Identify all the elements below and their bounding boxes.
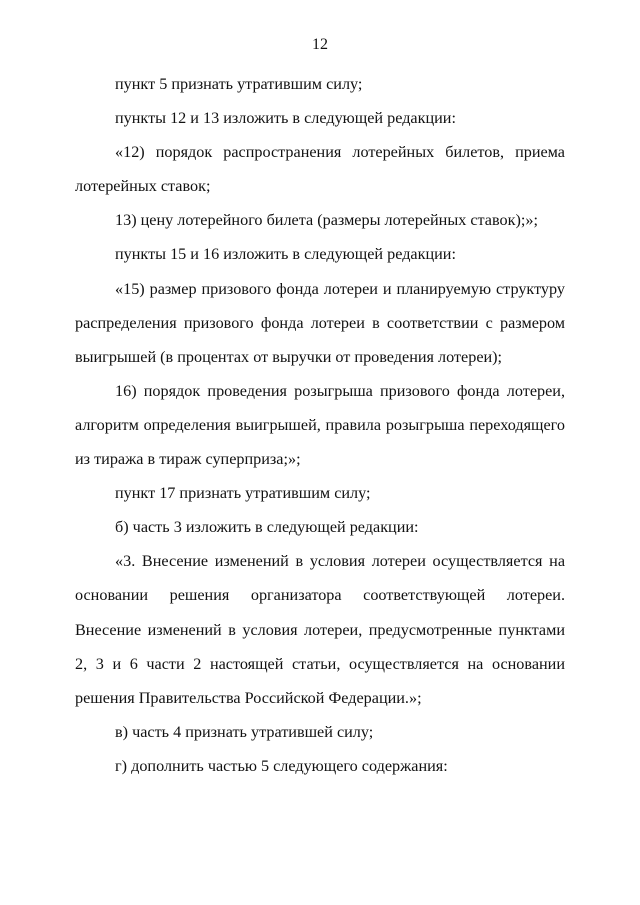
paragraph: «12) порядок распространения лотерейных билетов, приема лотерейных ставок; xyxy=(75,143,565,196)
paragraph: 16) порядок проведения розыгрыша призового фонда лотереи, алгоритм определения выигрышей, правила розыгрыша переходящего из тиража в тираж суперприза;»; xyxy=(75,381,565,469)
paragraph: пункты 15 и 16 изложить в следующей редакции: xyxy=(115,245,456,264)
paragraph: «3. Внесение изменений в условия лотереи осуществляется на основании решения организатора соответствующей лотереи. Внесение изменений в условия лотереи, предусмотренные пунктами 2, 3 и 6 части 2 настоящей статьи, осуществляется на основании решения Правительства Российской Федерации.»; xyxy=(75,552,565,707)
paragraph: «15) размер призового фонда лотереи и планируемую структуру распределения призового фонда лотереи в соответствии с размером выигрышей (в процентах от выручки от проведения лотереи); xyxy=(75,279,565,366)
paragraph: в) часть 4 признать утратившей силу; xyxy=(115,722,374,741)
paragraph: пункт 5 признать утратившим силу; xyxy=(115,75,363,93)
paragraph: г) дополнить частью 5 следующего содержания: xyxy=(115,756,448,775)
paragraph: б) часть 3 изложить в следующей редакции: xyxy=(115,518,419,537)
paragraph: 13) цену лотерейного билета (размеры лотерейных ставок);»; xyxy=(115,211,538,230)
paragraph: пункты 12 и 13 изложить в следующей редакции: xyxy=(115,109,456,128)
document-body xyxy=(75,67,565,783)
paragraph: пункт 17 признать утратившим силу; xyxy=(115,484,371,503)
page-number: 12 xyxy=(312,36,328,53)
